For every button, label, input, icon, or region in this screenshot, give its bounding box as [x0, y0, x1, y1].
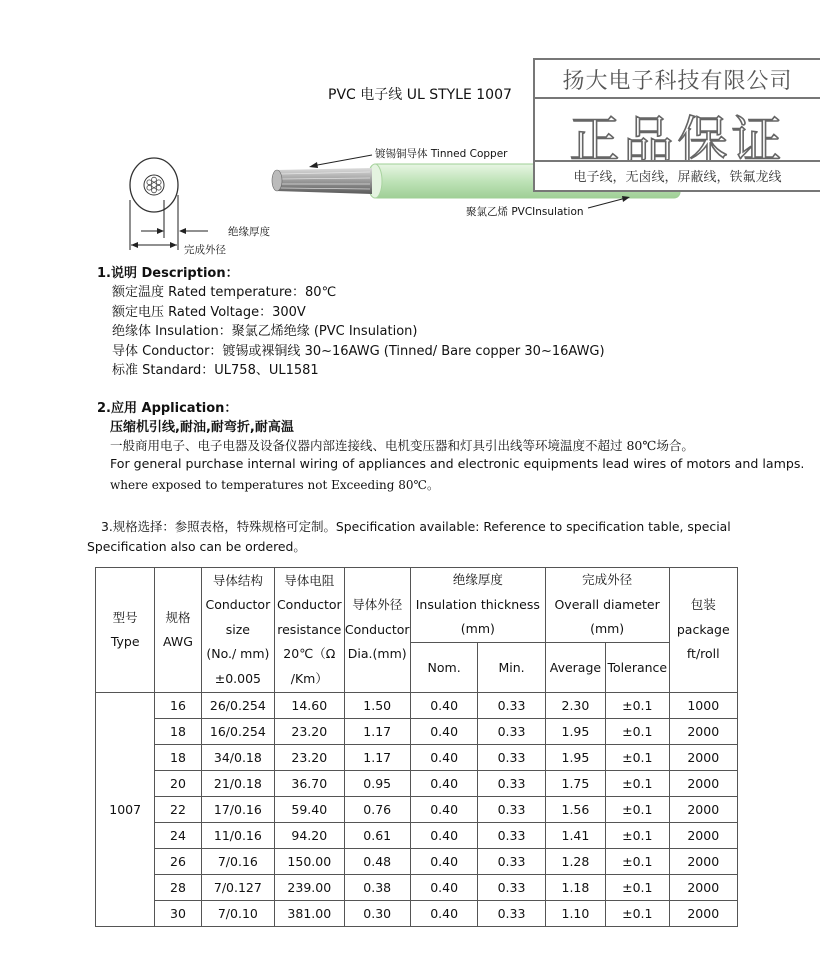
- min-cell: 0.33: [478, 771, 545, 797]
- table-row: [96, 797, 738, 823]
- table-row: [96, 745, 738, 771]
- description-line: 绝缘体 Insulation：聚氯乙烯绝缘 (PVC Insulation): [112, 324, 418, 339]
- min-cell: 0.33: [478, 719, 545, 745]
- dia-cell: 1.50: [344, 693, 410, 719]
- resistance-cell: 150.00: [275, 849, 344, 875]
- package-cell: 2000: [669, 745, 738, 771]
- conductor-cell: 11/0.16: [201, 823, 274, 849]
- description-line: 导体 Conductor：镀锡或裸铜线 30~16AWG (Tinned/ Bare copper 30~16AWG): [112, 344, 605, 359]
- application-en-line: For general purchase internal wiring of appliances and electronic equipments lead wires of motors and lamps.: [110, 456, 805, 471]
- min-header: Min.: [478, 643, 545, 693]
- min-cell: 0.33: [478, 901, 545, 927]
- awg-cell: 22: [155, 797, 201, 823]
- table-header-row: [96, 568, 738, 643]
- average-cell: 1.75: [545, 771, 605, 797]
- pvc-insulation-label: 聚氯乙烯 PVCInsulation: [466, 206, 584, 218]
- package-cell: 2000: [669, 823, 738, 849]
- conductor-cell: 7/0.16: [201, 849, 274, 875]
- average-cell: 1.95: [545, 719, 605, 745]
- average-cell: 2.30: [545, 693, 605, 719]
- package-cell: 2000: [669, 849, 738, 875]
- tolerance-cell: ±0.1: [606, 823, 669, 849]
- tolerance-cell: ±0.1: [606, 745, 669, 771]
- nom-cell: 0.40: [410, 823, 477, 849]
- table-row: [96, 771, 738, 797]
- package-header: 包装 package ft/roll: [669, 568, 738, 693]
- resistance-cell: 94.20: [275, 823, 344, 849]
- conductor-cell: 21/0.18: [201, 771, 274, 797]
- spec-note-line-2: Specification also can be ordered。: [87, 539, 306, 554]
- application-cn-line: 一般商用电子、电子电器及设备仪器内部连接线、电机变压器和灯具引出线等环境温度不超过 80℃场合。: [110, 438, 694, 453]
- tolerance-cell: ±0.1: [606, 771, 669, 797]
- type-cell: 1007: [96, 693, 155, 927]
- page-title: PVC 电子线 UL STYLE 1007: [328, 87, 512, 103]
- awg-cell: 24: [155, 823, 201, 849]
- conductor-cell: 7/0.127: [201, 875, 274, 901]
- min-cell: 0.33: [478, 875, 545, 901]
- nom-cell: 0.40: [410, 849, 477, 875]
- nom-cell: 0.40: [410, 771, 477, 797]
- average-cell: 1.95: [545, 745, 605, 771]
- application-bold-line: 压缩机引线,耐油,耐弯折,耐高温: [110, 420, 294, 435]
- table-row: [96, 719, 738, 745]
- awg-header: 规格 AWG: [155, 568, 201, 693]
- insulation-header: 绝缘厚度 Insulation thickness (mm): [410, 568, 545, 643]
- description-line: 额定温度 Rated temperature：80℃: [112, 285, 337, 300]
- overall-diameter-header: 完成外径 Overall diameter (mm): [545, 568, 669, 643]
- min-cell: 0.33: [478, 797, 545, 823]
- package-cell: 2000: [669, 901, 738, 927]
- dia-cell: 0.30: [344, 901, 410, 927]
- overall-diameter-label: 完成外径: [184, 244, 226, 256]
- nom-cell: 0.40: [410, 693, 477, 719]
- description-heading: 1.说明 Description：: [97, 266, 239, 281]
- package-cell: 2000: [669, 797, 738, 823]
- type-header: 型号 Type: [96, 568, 155, 693]
- application-heading: 2.应用 Application：: [97, 401, 238, 416]
- min-cell: 0.33: [478, 849, 545, 875]
- table-row: [96, 849, 738, 875]
- min-cell: 0.33: [478, 693, 545, 719]
- resistance-cell: 14.60: [275, 693, 344, 719]
- awg-cell: 18: [155, 719, 201, 745]
- nom-header: Nom.: [410, 643, 477, 693]
- insulation-thickness-label: 绝缘厚度: [228, 226, 270, 238]
- dia-cell: 0.76: [344, 797, 410, 823]
- tolerance-cell: ±0.1: [606, 693, 669, 719]
- table-row: [96, 875, 738, 901]
- resistance-cell: 36.70: [275, 771, 344, 797]
- package-cell: 1000: [669, 693, 738, 719]
- average-cell: 1.28: [545, 849, 605, 875]
- dia-cell: 0.48: [344, 849, 410, 875]
- average-header: Average: [545, 643, 605, 693]
- table-row: [96, 823, 738, 849]
- resistance-header: 导体电阻 Conductor resistance 20℃（Ω /Km）: [275, 568, 344, 693]
- resistance-cell: 23.20: [275, 745, 344, 771]
- conductor-dia-header: 导体外径 Conductor Dia.(mm): [344, 568, 410, 693]
- nom-cell: 0.40: [410, 901, 477, 927]
- awg-cell: 26: [155, 849, 201, 875]
- table-row: [96, 901, 738, 927]
- tolerance-header: Tolerance: [606, 643, 669, 693]
- application-en-line-2: where exposed to temperatures not Exceeding 80℃。: [110, 478, 439, 492]
- package-cell: 2000: [669, 875, 738, 901]
- awg-cell: 16: [155, 693, 201, 719]
- awg-cell: 28: [155, 875, 201, 901]
- dia-cell: 0.95: [344, 771, 410, 797]
- dia-cell: 0.61: [344, 823, 410, 849]
- average-cell: 1.18: [545, 875, 605, 901]
- dia-cell: 1.17: [344, 745, 410, 771]
- guarantee-text: 正品保证: [569, 111, 786, 169]
- conductor-cell: 17/0.16: [201, 797, 274, 823]
- tolerance-cell: ±0.1: [606, 719, 669, 745]
- tolerance-cell: ±0.1: [606, 875, 669, 901]
- cross-section: [130, 158, 208, 250]
- conductor-cell: 34/0.18: [201, 745, 274, 771]
- nom-cell: 0.40: [410, 745, 477, 771]
- nom-cell: 0.40: [410, 797, 477, 823]
- package-cell: 2000: [669, 719, 738, 745]
- dia-cell: 0.38: [344, 875, 410, 901]
- nom-cell: 0.40: [410, 875, 477, 901]
- spec-note-line-1: 3.规格选择：参照表格，特殊规格可定制。Specification available: Reference to specification table, special: [101, 519, 731, 534]
- conductor-size-header: 导体结构 Conductor size (No./ mm) ±0.005: [201, 568, 274, 693]
- description-line: 标准 Standard：UL758、UL1581: [112, 363, 319, 378]
- min-cell: 0.33: [478, 823, 545, 849]
- description-line: 额定电压 Rated Voltage：300V: [112, 305, 306, 320]
- company-name: 扬大电子科技有限公司: [562, 69, 793, 94]
- average-cell: 1.56: [545, 797, 605, 823]
- nom-cell: 0.40: [410, 719, 477, 745]
- resistance-cell: 239.00: [275, 875, 344, 901]
- conductor-cell: 26/0.254: [201, 693, 274, 719]
- awg-cell: 18: [155, 745, 201, 771]
- min-cell: 0.33: [478, 745, 545, 771]
- tolerance-cell: ±0.1: [606, 901, 669, 927]
- resistance-cell: 23.20: [275, 719, 344, 745]
- product-list: 电子线，无卤线，屏蔽线，铁氟龙线: [573, 170, 782, 185]
- tinned-copper-label: 镀锡铜导体 Tinned Copper: [375, 148, 508, 160]
- tolerance-cell: ±0.1: [606, 849, 669, 875]
- specification-table: [95, 567, 738, 927]
- tolerance-cell: ±0.1: [606, 797, 669, 823]
- conductor-cell: 16/0.254: [201, 719, 274, 745]
- table-row: [96, 693, 738, 719]
- awg-cell: 20: [155, 771, 201, 797]
- average-cell: 1.41: [545, 823, 605, 849]
- resistance-cell: 381.00: [275, 901, 344, 927]
- conductor-cell: 7/0.10: [201, 901, 274, 927]
- dia-cell: 1.17: [344, 719, 410, 745]
- company-stamp: [533, 58, 820, 192]
- package-cell: 2000: [669, 771, 738, 797]
- average-cell: 1.10: [545, 901, 605, 927]
- awg-cell: 30: [155, 901, 201, 927]
- resistance-cell: 59.40: [275, 797, 344, 823]
